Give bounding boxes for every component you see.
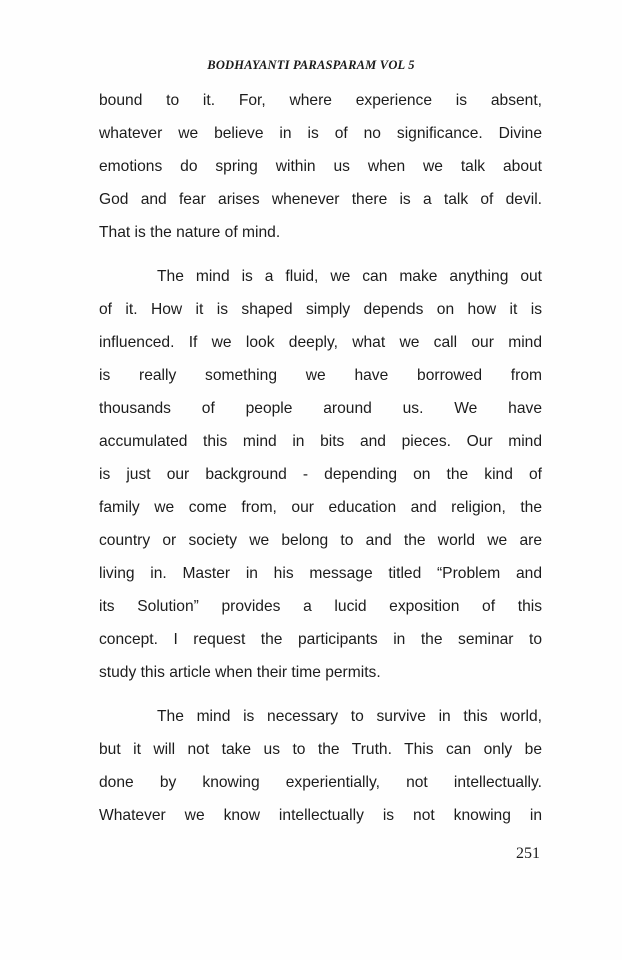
text-line: study this article when their time permits. <box>99 664 381 681</box>
text-line: thousands of people around us. We have <box>99 400 542 417</box>
paragraph-gap <box>99 249 542 260</box>
text-line: concept. I request the participants in the seminar to <box>99 631 542 648</box>
text-line: God and fear arises whenever there is a talk of devil. <box>99 191 542 208</box>
text-line: That is the nature of mind. <box>99 224 281 241</box>
text-line: family we come from, our education and religion, the <box>99 499 542 516</box>
text-line: The mind is necessary to survive in this world, <box>157 708 542 725</box>
text-line: its Solution” provides a lucid exposition of this <box>99 598 542 615</box>
running-header: BODHAYANTI PARASPARAM VOL 5 <box>207 58 415 72</box>
body-text <box>99 84 542 832</box>
text-line: bound to it. For, where experience is absent, <box>99 92 542 109</box>
page-number: 251 <box>516 845 540 862</box>
text-line: is just our background - depending on the kind of <box>99 466 542 483</box>
text-line: influenced. If we look deeply, what we call our mind <box>99 334 542 351</box>
text-line: whatever we believe in is of no significance. Divine <box>99 125 542 142</box>
text-line: accumulated this mind in bits and pieces. Our mind <box>99 433 542 450</box>
text-line: country or society we belong to and the world we are <box>99 532 542 549</box>
paragraph-3 <box>99 700 542 832</box>
paragraph-1 <box>99 84 542 249</box>
text-line: emotions do spring within us when we talk about <box>99 158 542 175</box>
text-line: but it will not take us to the Truth. This can only be <box>99 741 542 758</box>
text-line: done by knowing experientially, not intellectually. <box>99 774 542 791</box>
text-line: The mind is a fluid, we can make anything out <box>157 268 542 285</box>
text-line: Whatever we know intellectually is not knowing in <box>99 807 542 824</box>
paragraph-gap <box>99 689 542 700</box>
text-line: is really something we have borrowed from <box>99 367 542 384</box>
text-line: living in. Master in his message titled “Problem and <box>99 565 542 582</box>
text-line: of it. How it is shaped simply depends on how it is <box>99 301 542 318</box>
paragraph-2 <box>99 260 542 689</box>
